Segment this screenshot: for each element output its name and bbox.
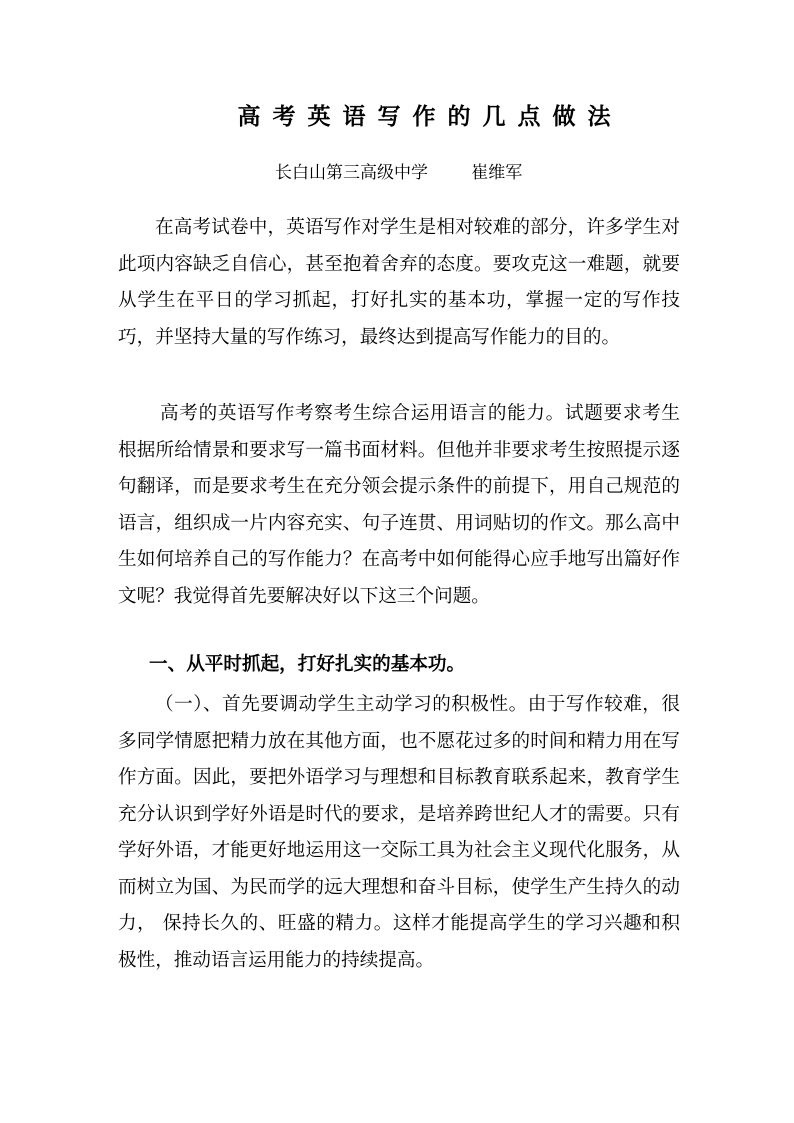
intro-paragraph: 在高考试卷中，英语写作对学生是相对较难的部分，许多学生对此项内容缺乏自信心，甚至抱着舍弃的态度。要攻克这一难题，就要从学生在平日的学习抓起，打好扎实的基本功，掌握一定的写作技巧，并坚持大量的写作练习，最终达到提高写作能力的目的。 [118,217,680,348]
author-line: 长白山第三高级中学 崔维军 [275,163,523,183]
body-paragraph: 高考的英语写作考察考生综合运用语言的能力。试题要求考生根据所给情景和要求写一篇书面材料。但他并非要求考生按照提示逐句翻译，而是要求考生在充分领会提示条件的前提下，用自己规范的语言，组织成一片内容充实、句子连贯、用词贴切的作文。那么高中生如何培养自己的写作能力？在高考中如何能得心应手地写出篇好作文呢？我觉得首先要解决好以下这三个问题。 [118,403,680,607]
section-paragraph: （一）、首先要调动学生主动学习的积极性。由于写作较难，很多同学情愿把精力放在其他方面，也不愿花过多的时间和精力用在写作方面。因此，要把外语学习与理想和目标教育联系起来，教育学生充分认识到学好外语是时代的要求，是培养跨世纪人才的需要。只有学好外语，才能更好地运用这一交际工具为社会主义现代化服务，从而树立为国、为民而学的远大理想和奋斗目标，使学生产生持久的动力， 保持长久的、旺盛的精力。这样才能提高学生的学习兴趣和积极性，推动语言运用能力的持续提高。 [118,694,680,971]
document-title: 高 考 英 语 写 作 的 几 点 做 法 [237,103,613,130]
section-heading: 一、从平时抓起，打好扎实的基本功。 [149,654,466,675]
